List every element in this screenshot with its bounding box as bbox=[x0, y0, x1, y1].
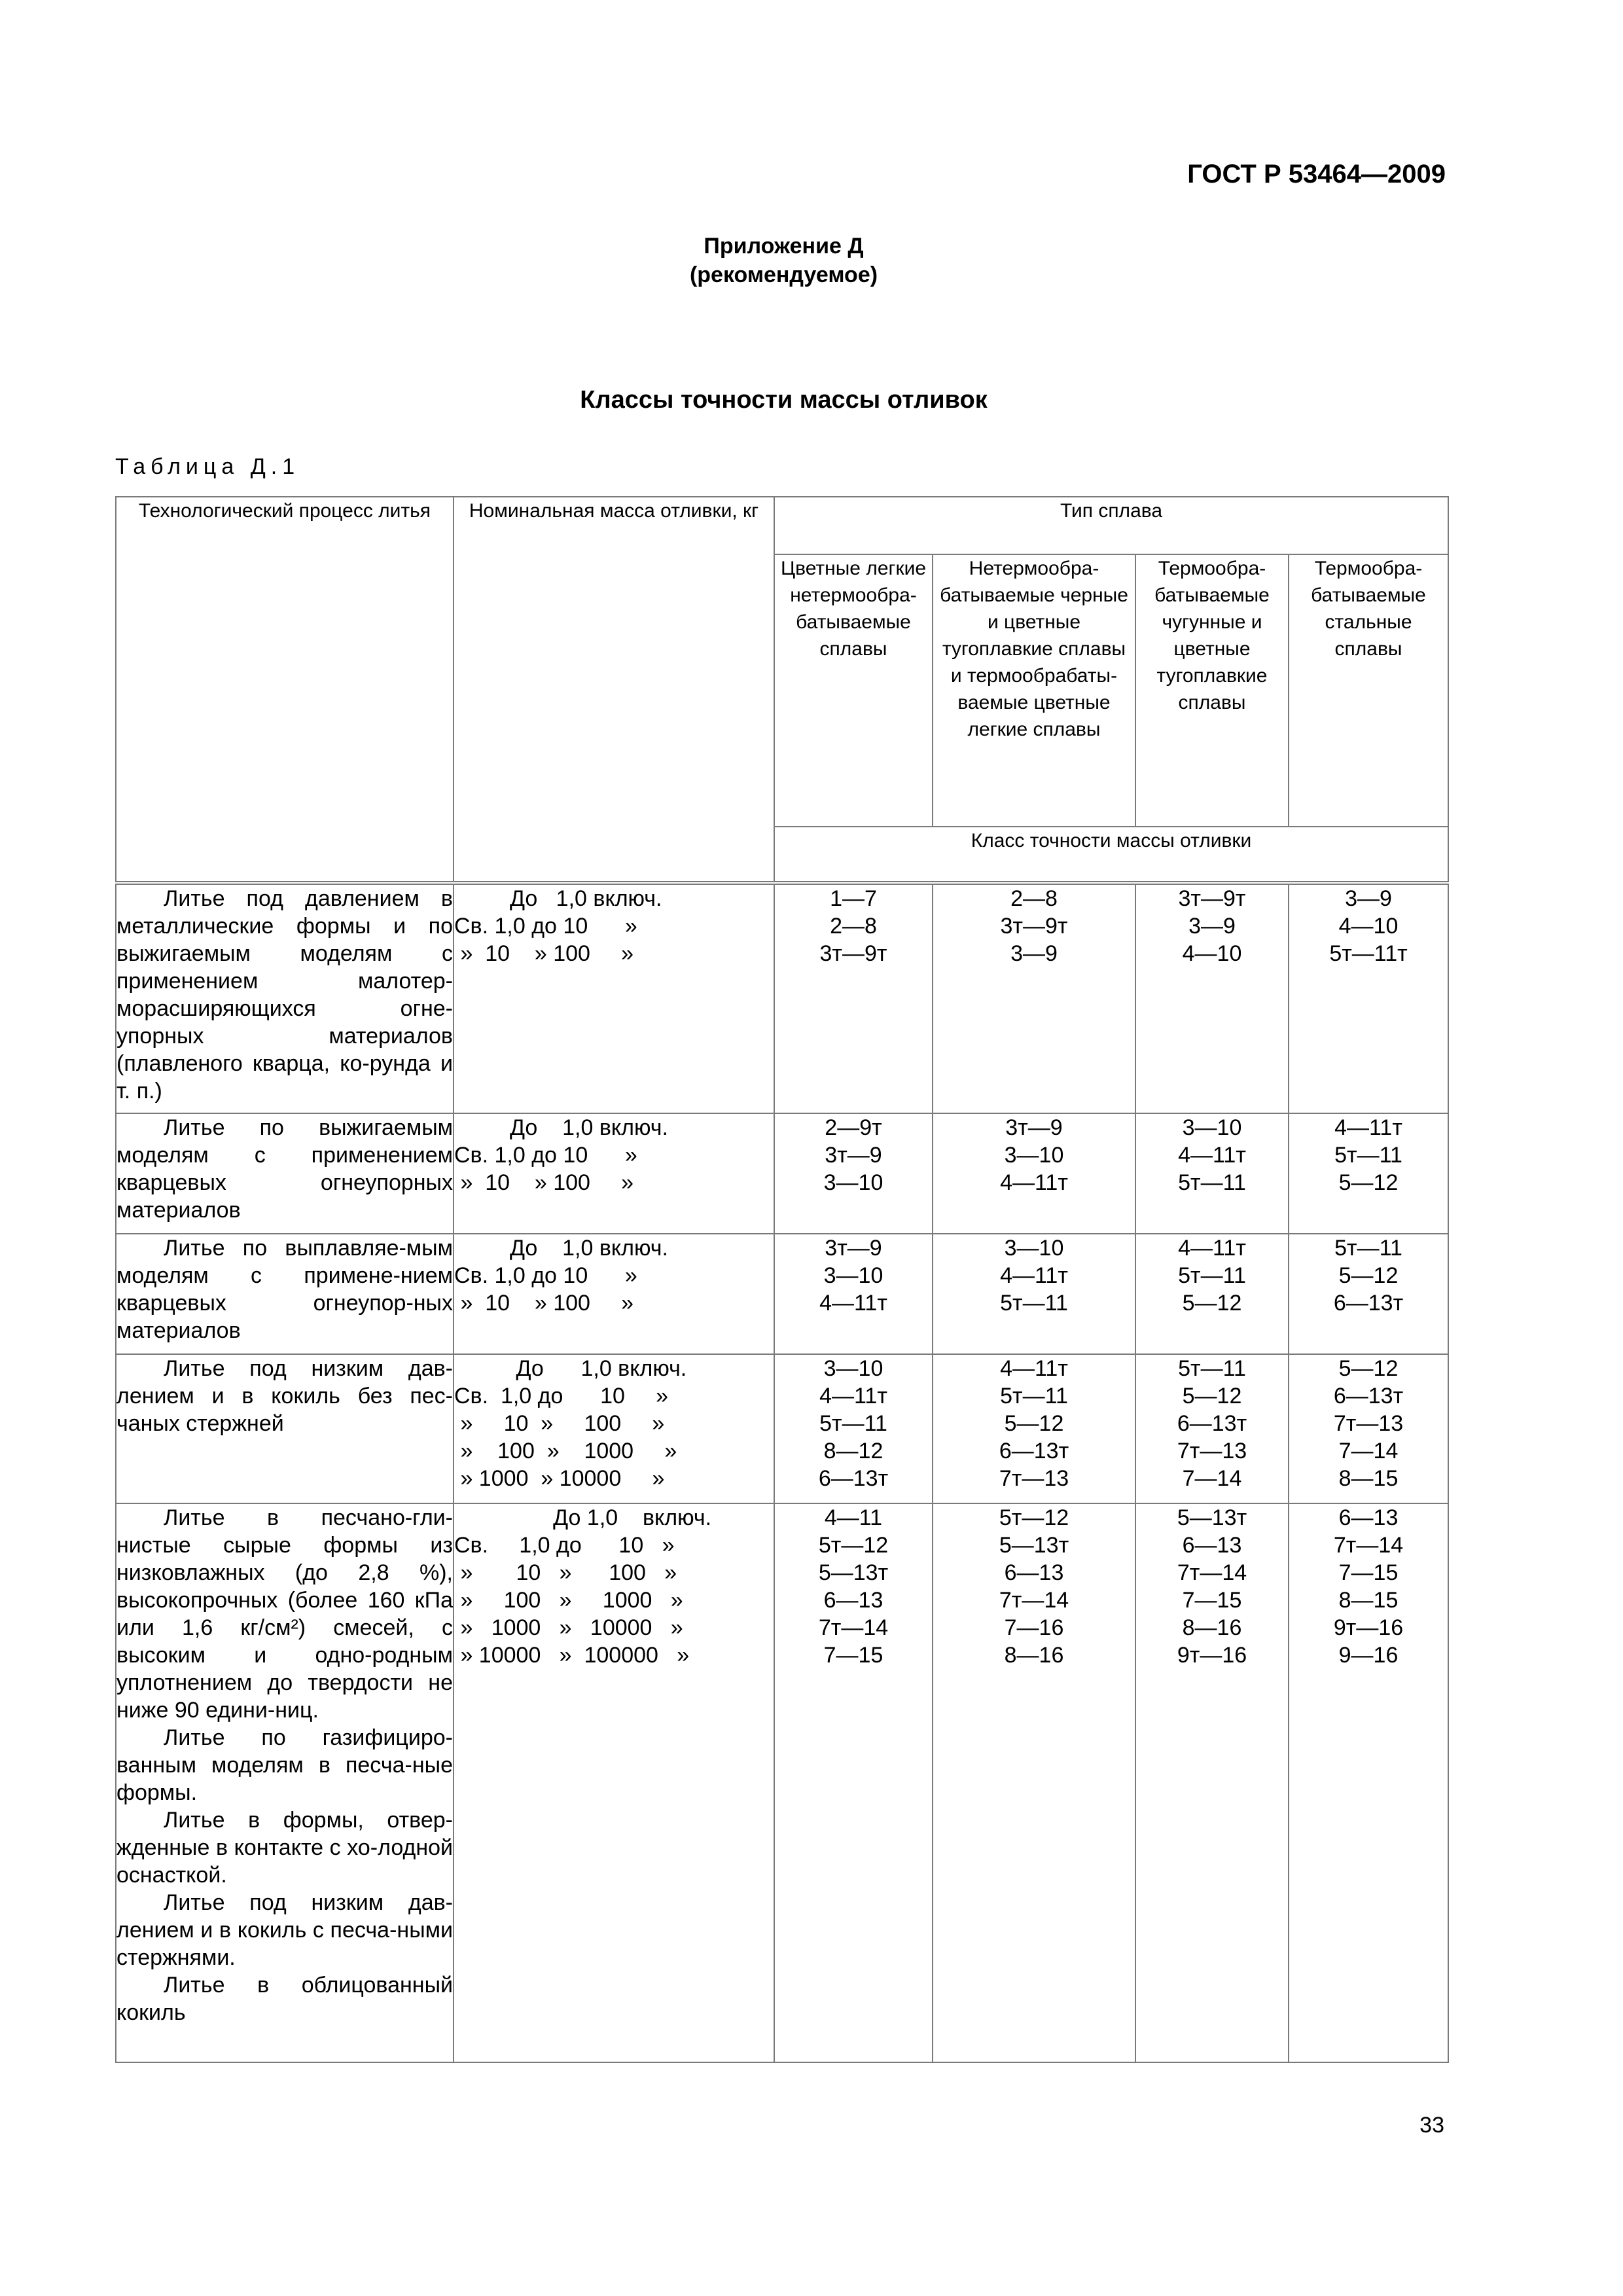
mass-range: » 10 » 100 » bbox=[454, 1411, 665, 1436]
accuracy-class-value: 9т—16 bbox=[1333, 1615, 1404, 1640]
accuracy-class-value: 5т—12 bbox=[818, 1533, 889, 1558]
process-text: Литье по выплавляе-мым моделям с примене-нием кварцевых огнеупор-ных материалов bbox=[116, 1236, 453, 1343]
accuracy-class-table bbox=[115, 496, 1449, 2063]
accuracy-class-value: 4—11т bbox=[1178, 1236, 1246, 1261]
process-text: Литье по газифициро-ванным моделям в песча-ные формы. bbox=[116, 1725, 453, 1805]
accuracy-class-value: 4—10 bbox=[1182, 941, 1242, 966]
accuracy-class-value: 3—10 bbox=[823, 1170, 883, 1195]
accuracy-class-value: 2—8 bbox=[1010, 886, 1058, 911]
accuracy-class-value: 4—11т bbox=[1000, 1356, 1068, 1381]
accuracy-class-value: 7—14 bbox=[1338, 1439, 1399, 1463]
accuracy-class-value: 6—13 bbox=[1338, 1505, 1399, 1530]
accuracy-class-value: 3т—9 bbox=[1005, 1115, 1063, 1140]
mass-range: До 1,0 включ. bbox=[454, 886, 662, 911]
accuracy-class-value: 4—10 bbox=[1338, 914, 1399, 939]
accuracy-class-value: 3т—9т bbox=[1000, 914, 1068, 939]
appendix-status: (рекомендуемое) bbox=[689, 262, 878, 287]
accuracy-class-value: 6—13 bbox=[1004, 1560, 1064, 1585]
accuracy-class-value: 5т—12 bbox=[999, 1505, 1069, 1530]
mass-cell bbox=[454, 1113, 774, 1234]
accuracy-class-value: 9т—16 bbox=[1177, 1643, 1247, 1668]
table-body bbox=[116, 883, 1448, 2062]
accuracy-class-value: 7—15 bbox=[1338, 1560, 1399, 1585]
accuracy-class-value: 3—9 bbox=[1345, 886, 1392, 911]
accuracy-class-cell bbox=[933, 1354, 1135, 1503]
mass-range: Св. 1,0 до 10 » bbox=[454, 1143, 637, 1168]
process-cell bbox=[116, 1113, 454, 1234]
accuracy-class-cell bbox=[774, 1503, 933, 2062]
process-cell bbox=[116, 1354, 454, 1503]
process-text: Литье в формы, отвер-жденные в контакте с хо-лодной оснасткой. bbox=[116, 1808, 453, 1888]
accuracy-class-value: 5т—11 bbox=[1178, 1356, 1246, 1381]
mass-range: » 1000 » 10000 » bbox=[454, 1615, 683, 1640]
accuracy-class-value: 5—12 bbox=[1182, 1291, 1242, 1316]
accuracy-class-value: 1—7 bbox=[830, 886, 877, 911]
accuracy-class-value: 3т—9 bbox=[825, 1236, 882, 1261]
accuracy-class-cell bbox=[933, 883, 1135, 1113]
accuracy-class-value: 5т—11 bbox=[1178, 1263, 1246, 1288]
accuracy-class-value: 5—13т bbox=[818, 1560, 889, 1585]
accuracy-class-value: 6—13 bbox=[823, 1588, 883, 1613]
mass-range: » 10 » 100 » bbox=[454, 1560, 677, 1585]
accuracy-class-value: 5т—11 bbox=[1178, 1170, 1246, 1195]
accuracy-class-value: 4—11т bbox=[1000, 1170, 1068, 1195]
page-number: 33 bbox=[1419, 2113, 1444, 2138]
table-row bbox=[116, 1503, 1448, 2062]
accuracy-class-value: 4—11т bbox=[1334, 1115, 1402, 1140]
accuracy-class-value: 7—16 bbox=[1004, 1615, 1064, 1640]
accuracy-class-cell bbox=[1135, 1234, 1289, 1354]
mass-range: До 1,0 включ. bbox=[454, 1236, 668, 1261]
accuracy-class-value: 5—12 bbox=[1182, 1384, 1242, 1408]
process-text: Литье в песчано-гли-нистые сырые формы из низковлажных (до 2,8 %), высокопрочных (более 160 кПа или 1,6 кг/см²) смесей, с высоким и одно-родным уплотнением до твердости не ниже 90 едини-ниц. bbox=[116, 1505, 453, 1723]
table-label: Таблица Д.1 bbox=[115, 454, 300, 479]
accuracy-class-value: 3—10 bbox=[1004, 1236, 1064, 1261]
table-row bbox=[116, 1234, 1448, 1354]
accuracy-class-value: 2—8 bbox=[830, 914, 877, 939]
accuracy-class-cell bbox=[1289, 1113, 1448, 1234]
accuracy-class-cell bbox=[1135, 1503, 1289, 2062]
accuracy-class-value: 3—10 bbox=[823, 1356, 883, 1381]
accuracy-class-value: 5т—11 bbox=[1000, 1384, 1068, 1408]
mass-range: До 1,0 включ. bbox=[454, 1505, 712, 1530]
accuracy-class-value: 6—13т bbox=[999, 1439, 1069, 1463]
accuracy-class-value: 3т—9т bbox=[819, 941, 887, 966]
mass-cell bbox=[454, 1503, 774, 2062]
mass-range: » 10 » 100 » bbox=[454, 941, 634, 966]
accuracy-class-value: 7т—13 bbox=[999, 1466, 1069, 1491]
accuracy-class-value: 2—9т bbox=[825, 1115, 882, 1140]
accuracy-class-cell bbox=[933, 1113, 1135, 1234]
accuracy-class-value: 3т—9т bbox=[1178, 886, 1246, 911]
accuracy-class-cell bbox=[1135, 1354, 1289, 1503]
accuracy-class-value: 8—16 bbox=[1182, 1615, 1242, 1640]
accuracy-class-value: 4—11т bbox=[1000, 1263, 1068, 1288]
accuracy-class-value: 4—11т bbox=[819, 1384, 887, 1408]
accuracy-class-value: 7—15 bbox=[1182, 1588, 1242, 1613]
process-text: Литье под низким дав-лением и в кокиль с песча-ными стержнями. bbox=[116, 1890, 453, 1970]
accuracy-class-value: 5т—11т bbox=[1329, 941, 1408, 966]
header-alloy-col-2: Нетермообра-батываемые черные и цветные тугоплавкие сплавы и термообрабаты-ваемые цветные легкие сплавы bbox=[933, 554, 1135, 827]
mass-range: » 100 » 1000 » bbox=[454, 1439, 677, 1463]
accuracy-class-value: 3—10 bbox=[1004, 1143, 1064, 1168]
mass-range: До 1,0 включ. bbox=[454, 1356, 687, 1381]
header-alloy-col-1: Цветные легкие нетермообра-батываемые сплавы bbox=[774, 554, 933, 827]
accuracy-class-value: 7т—14 bbox=[1333, 1533, 1404, 1558]
accuracy-class-cell bbox=[1289, 1354, 1448, 1503]
accuracy-class-value: 9—16 bbox=[1338, 1643, 1399, 1668]
process-text: Литье в облицованный кокиль bbox=[116, 1973, 453, 2025]
accuracy-class-value: 3—10 bbox=[823, 1263, 883, 1288]
accuracy-class-value: 6—13т bbox=[1333, 1384, 1404, 1408]
table-row bbox=[116, 1354, 1448, 1503]
mass-range: » 10 » 100 » bbox=[454, 1170, 634, 1195]
accuracy-class-cell bbox=[933, 1234, 1135, 1354]
accuracy-class-cell bbox=[1289, 1503, 1448, 2062]
accuracy-class-value: 7т—14 bbox=[1177, 1560, 1247, 1585]
accuracy-class-cell bbox=[774, 1234, 933, 1354]
header-accuracy-class: Класс точности массы отливки bbox=[774, 827, 1448, 883]
accuracy-class-value: 7т—13 bbox=[1177, 1439, 1247, 1463]
appendix-heading bbox=[0, 232, 1567, 289]
accuracy-class-cell bbox=[1135, 1113, 1289, 1234]
accuracy-class-value: 7—15 bbox=[823, 1643, 883, 1668]
table-row bbox=[116, 883, 1448, 1113]
accuracy-class-cell bbox=[1289, 883, 1448, 1113]
accuracy-class-value: 6—13т bbox=[1333, 1291, 1404, 1316]
accuracy-class-value: 5—12 bbox=[1338, 1356, 1399, 1381]
accuracy-class-value: 8—12 bbox=[823, 1439, 883, 1463]
table-row bbox=[116, 1113, 1448, 1234]
accuracy-class-value: 6—13т bbox=[1177, 1411, 1247, 1436]
mass-range: » 10000 » 100000 » bbox=[454, 1643, 690, 1668]
mass-range: Св. 1,0 до 10 » bbox=[454, 1533, 675, 1558]
mass-cell bbox=[454, 1354, 774, 1503]
accuracy-class-value: 4—11т bbox=[1178, 1143, 1246, 1168]
accuracy-class-value: 3—10 bbox=[1182, 1115, 1242, 1140]
accuracy-class-value: 4—11 bbox=[824, 1505, 883, 1530]
accuracy-class-value: 5—12 bbox=[1004, 1411, 1064, 1436]
mass-range: » 10 » 100 » bbox=[454, 1291, 634, 1316]
accuracy-class-value: 8—16 bbox=[1004, 1643, 1064, 1668]
mass-range: » 1000 » 10000 » bbox=[454, 1466, 665, 1491]
mass-cell bbox=[454, 883, 774, 1113]
accuracy-class-value: 5—12 bbox=[1338, 1263, 1399, 1288]
accuracy-class-cell bbox=[933, 1503, 1135, 2062]
accuracy-class-value: 5—13т bbox=[1177, 1505, 1247, 1530]
accuracy-class-value: 7т—14 bbox=[818, 1615, 889, 1640]
mass-range: » 100 » 1000 » bbox=[454, 1588, 683, 1613]
accuracy-class-value: 7—14 bbox=[1182, 1466, 1242, 1491]
accuracy-class-value: 6—13 bbox=[1182, 1533, 1242, 1558]
mass-range: Св. 1,0 до 10 » bbox=[454, 1384, 669, 1408]
header-alloy-col-4: Термообра-батываемые стальные сплавы bbox=[1289, 554, 1448, 827]
section-title: Классы точности массы отливок bbox=[580, 386, 988, 414]
accuracy-class-value: 3—9 bbox=[1010, 941, 1058, 966]
header-mass: Номинальная масса отливки, кг bbox=[454, 497, 774, 883]
accuracy-class-cell bbox=[1289, 1234, 1448, 1354]
process-text: Литье под низким дав-лением и в кокиль без пес-чаных стержней bbox=[116, 1356, 453, 1436]
header-alloy-col-3: Термообра-батываемые чугунные и цветные тугоплавкие сплавы bbox=[1135, 554, 1289, 827]
accuracy-class-cell bbox=[774, 1113, 933, 1234]
accuracy-class-value: 7т—13 bbox=[1333, 1411, 1404, 1436]
accuracy-class-value: 5т—11 bbox=[819, 1411, 887, 1436]
accuracy-class-value: 3—9 bbox=[1188, 914, 1236, 939]
process-cell bbox=[116, 1503, 454, 2062]
accuracy-class-value: 4—11т bbox=[819, 1291, 887, 1316]
accuracy-class-cell bbox=[1135, 883, 1289, 1113]
process-text: Литье под давлением в металлические формы и по выжигаемым моделям с применением малотер-морасширяющихся огне-упорных материалов (плавленого кварца, ко-рунда и т. п.) bbox=[116, 886, 453, 1103]
mass-range: Св. 1,0 до 10 » bbox=[454, 914, 637, 939]
document-code: ГОСТ Р 53464—2009 bbox=[1187, 160, 1446, 188]
process-text: Литье по выжигаемым моделям с применением кварцевых огнеупорных материалов bbox=[116, 1115, 453, 1223]
accuracy-class-value: 5—12 bbox=[1338, 1170, 1399, 1195]
accuracy-class-value: 5т—11 bbox=[1000, 1291, 1068, 1316]
appendix-title: Приложение Д bbox=[704, 234, 864, 259]
accuracy-class-value: 3т—9 bbox=[825, 1143, 882, 1168]
process-cell bbox=[116, 1234, 454, 1354]
accuracy-class-value: 5—13т bbox=[999, 1533, 1069, 1558]
mass-cell bbox=[454, 1234, 774, 1354]
mass-range: Св. 1,0 до 10 » bbox=[454, 1263, 637, 1288]
accuracy-class-value: 5т—11 bbox=[1334, 1143, 1402, 1168]
accuracy-class-cell bbox=[774, 1354, 933, 1503]
process-cell bbox=[116, 883, 454, 1113]
header-alloy-type: Тип сплава bbox=[774, 497, 1448, 554]
mass-range: До 1,0 включ. bbox=[454, 1115, 668, 1140]
accuracy-class-cell bbox=[774, 883, 933, 1113]
accuracy-class-value: 7т—14 bbox=[999, 1588, 1069, 1613]
header-process: Технологический процесс литья bbox=[116, 497, 454, 883]
accuracy-class-value: 8—15 bbox=[1338, 1466, 1399, 1491]
accuracy-class-value: 8—15 bbox=[1338, 1588, 1399, 1613]
accuracy-class-value: 5т—11 bbox=[1334, 1236, 1402, 1261]
accuracy-class-value: 6—13т bbox=[818, 1466, 889, 1491]
